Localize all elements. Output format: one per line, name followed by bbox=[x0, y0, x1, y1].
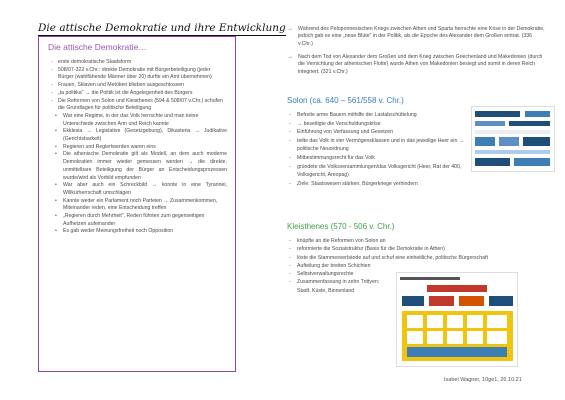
list-item: - Die Reformen von Solon und Kleisthenes (594 & 508/07 v.Chr.) schufen die Grundlagen für politische Beteiligung bbox=[51, 98, 227, 113]
solon-list bbox=[289, 111, 465, 188]
sub-list-item: • Es gab weder Meinungsfreiheit noch Opposition bbox=[55, 228, 227, 236]
solon-diagram-graphic bbox=[472, 107, 554, 171]
list-item: - Selbstverwaltungsrechte bbox=[289, 270, 397, 278]
arrow-icon: → bbox=[287, 54, 293, 60]
list-item: - 508/07-322 v.Chr.: direkte Demokratie mit Bürgerbeteiligung (jeder Bürger (wahlfähende Männer über 20) durfte ein Amt übernehmen) bbox=[51, 67, 227, 82]
sub-list-item: • War aber auch ein Schreckbild → konnte in eine Tyrannei, Willkürherrschaft umschlagen bbox=[55, 182, 227, 197]
kleisthenes-heading: Kleisthenes (570 - 506 v. Chr.) bbox=[287, 222, 395, 231]
sub-list-item: • Kannte weder ein Parlament noch Parteien → Zusammenkommen, Miteinander reden, eine Entscheidung treffen bbox=[55, 198, 227, 213]
list-item: - teilte das Volk in vier Vermögensklassen und in das jeweilige Heer ein → politische Neuordnung bbox=[289, 137, 465, 154]
arrow-note-alexander: → Nach dem Tod von Alexander dem Großen und dem Krieg zwischen Griechenland und Makedonien (durch die Vernichtung der athenischen Flotte) wurde Athen von Makedonien besiegt und somit in deren Reich integriert. (321 v.Chr.) bbox=[287, 54, 543, 75]
list-item: - Ziele: Staatswesen stärken, Bürgerkriege verhindern bbox=[289, 180, 465, 189]
sub-list-item: • „Regieren durch Mehrheit", Reden führten zum gegenseitigen Aufhetzen aufeinander bbox=[55, 213, 227, 228]
left-box-heading: Die attische Demokratie… bbox=[48, 42, 147, 52]
sub-list-item: • Ekklesia → Legislative (Gesetzgebung), Dikasteria → Judikative (Gerichtsbarkeit) bbox=[55, 128, 227, 143]
kleisthenes-organization-diagram bbox=[396, 272, 518, 367]
list-item: - → beseitigte die Verschuldungskrise bbox=[289, 120, 465, 129]
arrow-icon: → bbox=[287, 26, 293, 32]
list-item: - Mitbestimmungsrecht für das Volk bbox=[289, 154, 465, 163]
kleisthenes-diagram-graphic bbox=[397, 273, 517, 366]
arrow-note-peloponnesian-war: → Während des Peloponnesischen Kriegs zwischen Athen und Sparta herrschte eine Krise in der Demokratie, jedoch gab es eine „neue Blüte" in der Politik, als die Epoche des Alexander dem Großen eintrat. (336 v.Chr.) bbox=[287, 26, 545, 47]
page-title: Die attische Demokratie und ihre Entwicklung bbox=[38, 22, 286, 34]
list-item: - reformierte die Sozialstruktur (Basis für die Demokratie in Athen) bbox=[289, 245, 511, 253]
sub-list-item: • War eine Regime, in der das Volk herrschte und man keine Unterschiede zwischen Arm und Reich kannte bbox=[55, 113, 227, 128]
sub-list-item: • Die athenische Demokratie gilt als Modell, an dem auch moderne Demokratien immer wieder gemessen werden → die direkte, unmittelbare Beteiligung der Bürger an Entscheidungsprozessen wurde/wird als Vorbild empfunden bbox=[55, 151, 227, 182]
list-item: - Zusammenfassung in zehn Trittyen: Stadt, Küste, Binnenland bbox=[289, 278, 387, 295]
list-item: - knüpfte an die Reformen von Solon an bbox=[289, 237, 511, 245]
list-item: - gründete die Volksversammlungen/das Volksgericht (Heer, Rat der 400, Volksgericht, Areopag) bbox=[289, 163, 465, 180]
sub-list-item: • Regieren und Regiertwerden waren eins bbox=[55, 144, 227, 152]
list-item: - löste die Stammesverbände auf und schuf eine einheitliche, politische Bürgerschaft bbox=[289, 254, 511, 262]
list-item: - Befreite arme Bauern mithilfe der Lastabschüttelung bbox=[289, 111, 465, 120]
list-item: - „ta politika" → die Politik ist die Angelegenheit des Bürgers bbox=[51, 90, 227, 98]
list-item: - erste demokratische Staatsform bbox=[51, 59, 227, 67]
left-box-list bbox=[51, 59, 227, 236]
solon-heading: Solon (ca. 640 – 561/558 v. Chr.) bbox=[287, 96, 404, 105]
list-item: - Aufteilung der breiten Schichten bbox=[289, 262, 397, 270]
left-summary-box bbox=[38, 36, 236, 372]
list-item: - Frauen, Sklaven und Metöken blieben ausgeschlossen bbox=[51, 82, 227, 90]
footer-author: Isabel Wagner, 10ge1, 26.10.21 bbox=[444, 377, 522, 383]
list-item: - Einführung von Verfassung und Gesetzen bbox=[289, 128, 465, 137]
solon-constitution-diagram bbox=[471, 106, 555, 172]
